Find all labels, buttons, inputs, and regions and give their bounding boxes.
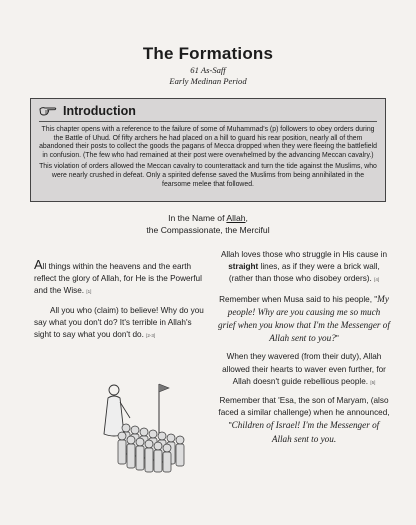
verse-2-number: [2-3] <box>146 333 156 339</box>
verse-7-italic: Children of Israel! I'm the Messenger of Allah sent to you. <box>231 420 380 444</box>
verse-4 <box>218 249 390 287</box>
verse-4-text-a: Allah loves those who struggle in His cause in <box>220 250 388 259</box>
verse-4-bold: straight <box>228 262 259 272</box>
verse-1-number: [1] <box>86 289 92 295</box>
invocation-comma: , <box>245 213 248 223</box>
introduction-paragraph-1: This chapter opens with a reference to the failure of some of Muhammad's (p) followers to obey orders during the Battle of Uhud. Of fifty archers he had placed on a hill to guard his rear position, nearly all of them abandoned their posts to collect the goods the pagans of Mecca dropped when they were fleeing the battlefield in confusion. (The few who had remained at their post were overwhelmed by the advancing Meccan cavalry.) <box>39 126 377 159</box>
verse-6-text: When they wavered (from their duty), Allah allowed their hearts to waver even further, for Allah doesn't guide rebellious people. <box>222 352 386 386</box>
verse-5-text-b: " <box>335 334 339 344</box>
verse-5 <box>218 293 390 346</box>
introduction-header <box>39 103 377 119</box>
invocation-text-2: the Compassionate, the Merciful <box>146 225 270 235</box>
invocation-text: In the Name of <box>168 213 227 223</box>
verse-1-text: ll things within the heavens and the earth reflect the glory of Allah, for He is the Powerful and the Wise. <box>34 262 202 296</box>
introduction-divider <box>39 121 377 122</box>
verse-7 <box>218 395 390 446</box>
verse-5-text-a: Remember when Musa said to his people, " <box>219 294 378 304</box>
verse-4-number: [4] <box>374 277 380 283</box>
verse-6-number: [5] <box>370 379 376 385</box>
verse-1 <box>34 259 210 299</box>
left-column <box>34 259 210 348</box>
right-column <box>218 249 390 452</box>
soldiers-in-line-illustration <box>100 378 200 474</box>
invocation-line-1 <box>0 213 416 223</box>
pointing-hand-icon <box>39 105 57 117</box>
introduction-box <box>30 98 386 202</box>
invocation-line-2 <box>0 225 416 235</box>
verse-5-italic: My people! Why are you causing me so much grief when you know that I'm the Messenger of Allah sent to you? <box>218 293 390 344</box>
introduction-paragraph-2: This violation of orders allowed the Meccan cavalry to counterattack and turn the tide against the Muslims, who were nearly crushed in defeat. Only a spirited defense saved the Muslims from being annihilated in the fearsome melee that followed. <box>39 163 377 188</box>
surah-subtitle: 61 As-Saff <box>190 65 226 75</box>
verse-2 <box>34 305 210 343</box>
verse-4-text-b: lines, as if they were a brick wall, (rather than those who disobey orders). <box>228 262 380 284</box>
verse-6 <box>218 351 390 389</box>
page-title: The Formations <box>142 44 274 63</box>
introduction-title: Introduction <box>63 104 136 118</box>
drop-cap: A <box>34 257 43 272</box>
period-subtitle: Early Medinan Period <box>169 76 247 86</box>
verse-2-text: All you who (claim) to believe! Why do you say what you don't do? It's terrible in Allah's sight to say what you don't do. <box>34 305 204 340</box>
invocation-allah: Allah <box>226 213 246 223</box>
verse-7-text-a: Remember that 'Esa, the son of Maryam, (also faced a similar challenge) when he announced, " <box>218 396 390 431</box>
